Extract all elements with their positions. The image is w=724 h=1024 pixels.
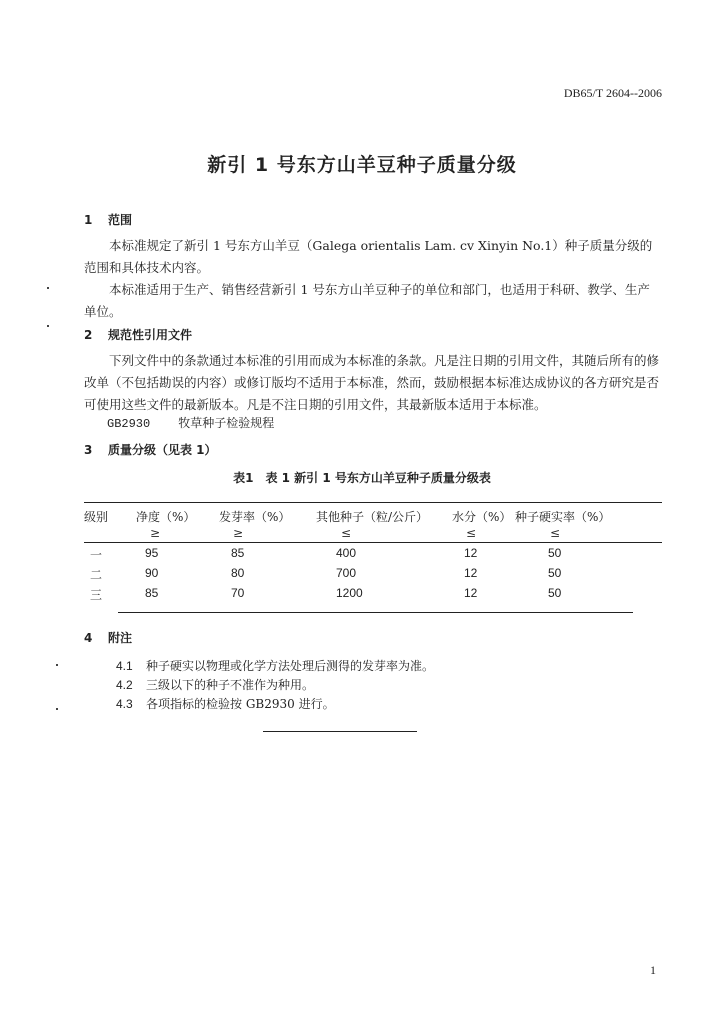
section-title: 范围 (108, 213, 133, 227)
document-title: 新引 1 号东方山羊豆种子质量分级 (207, 154, 517, 176)
note-number: 4.2 (116, 678, 133, 692)
note-item (116, 676, 314, 693)
table-cell-moisture: 12 (464, 586, 478, 600)
reference-entry (107, 414, 274, 431)
table-cell-grade: 三 (90, 588, 103, 602)
scan-speck (56, 708, 58, 710)
table-cell-germination: 85 (231, 546, 245, 560)
section-title: 质量分级（见表 1） (108, 443, 217, 457)
end-rule (263, 731, 417, 732)
note-text: 各项指标的检验按 GB2930 进行。 (146, 697, 335, 711)
table-header-rule (84, 542, 662, 543)
table-subheader-hard-seed: ≤ (550, 526, 561, 540)
table-cell-purity: 95 (145, 546, 159, 560)
table-header-germination: 发芽率（%） (219, 510, 291, 524)
table-cell-grade: 二 (90, 568, 103, 582)
page-number: 1 (650, 963, 656, 977)
references-paragraph: 下列文件中的条款通过本标准的引用而成为本标准的条款。凡是注日期的引用文件，其随后所有的修改单（不包括勘误的内容）或修订版均不适用于本标准，然而，鼓励根据本标准达成协议的各方研究是否可使用这些文件的最新版本。凡是不注日期的引用文件，其最新版本适用于本标准。 (84, 353, 660, 412)
section-title: 附注 (108, 631, 133, 645)
table-cell-hard-seed: 50 (548, 546, 562, 560)
table-header-grade: 级别 (84, 510, 109, 524)
note-text: 种子硬实以物理或化学方法处理后测得的发芽率为准。 (146, 659, 435, 673)
table-cell-purity: 90 (145, 566, 159, 580)
table-subheader-germination: ≥ (233, 526, 244, 540)
table-cell-other-seeds: 700 (336, 566, 357, 580)
table-header-other-seeds: 其他种子（粒/公斤） (316, 510, 429, 524)
table-cell-grade: 一 (90, 548, 103, 562)
note-item (116, 695, 335, 712)
table-header-purity: 净度（%） (136, 510, 196, 524)
note-text: 三级以下的种子不准作为种用。 (146, 678, 315, 692)
table-subheader-purity: ≥ (150, 526, 161, 540)
table-cell-hard-seed: 50 (548, 586, 562, 600)
scan-speck (56, 664, 58, 666)
section-number: 4 (84, 631, 93, 645)
section-number: 3 (84, 443, 93, 457)
table-cell-hard-seed: 50 (548, 566, 562, 580)
section-number: 2 (84, 328, 93, 342)
table-cell-germination: 80 (231, 566, 245, 580)
section-heading-references (84, 326, 192, 343)
scope-paragraph-2: 本标准适用于生产、销售经营新引 1 号东方山羊豆种子的单位和部门，也适用于科研、教学、生产单位。 (84, 282, 650, 319)
section-heading-notes (84, 629, 132, 646)
table-bottom-rule (118, 612, 633, 613)
section-title: 规范性引用文件 (108, 328, 193, 342)
table-cell-moisture: 12 (464, 546, 478, 560)
table-subheader-moisture: ≤ (466, 526, 477, 540)
table-cell-germination: 70 (231, 586, 245, 600)
table-cell-other-seeds: 400 (336, 546, 357, 560)
table-header-hard-seed: 种子硬实率（%） (515, 510, 611, 524)
table-header-moisture: 水分（%） (452, 510, 512, 524)
table-caption: 表1 表 1 新引 1 号东方山羊豆种子质量分级表 (233, 471, 491, 485)
scan-speck (47, 287, 49, 289)
note-item (116, 657, 434, 674)
scan-speck (47, 325, 49, 327)
reference-code: GB2930 (107, 417, 151, 431)
scope-paragraph-1: 本标准规定了新引 1 号东方山羊豆（Galega orientalis Lam. cv Xinyin No.1）种子质量分级的范围和具体技术内容。 (84, 238, 653, 275)
section-number: 1 (84, 213, 93, 227)
table-cell-moisture: 12 (464, 566, 478, 580)
reference-name: 牧草种子检验规程 (178, 416, 275, 430)
document-code: DB65/T 2604--2006 (563, 86, 662, 100)
note-number: 4.3 (116, 697, 133, 711)
note-number: 4.1 (116, 659, 133, 673)
table-cell-other-seeds: 1200 (336, 586, 363, 600)
table-cell-purity: 85 (145, 586, 159, 600)
table-top-rule (84, 502, 662, 503)
section-heading-grading (84, 441, 217, 458)
section-heading-scope (84, 211, 132, 228)
table-subheader-other-seeds: ≤ (341, 526, 352, 540)
